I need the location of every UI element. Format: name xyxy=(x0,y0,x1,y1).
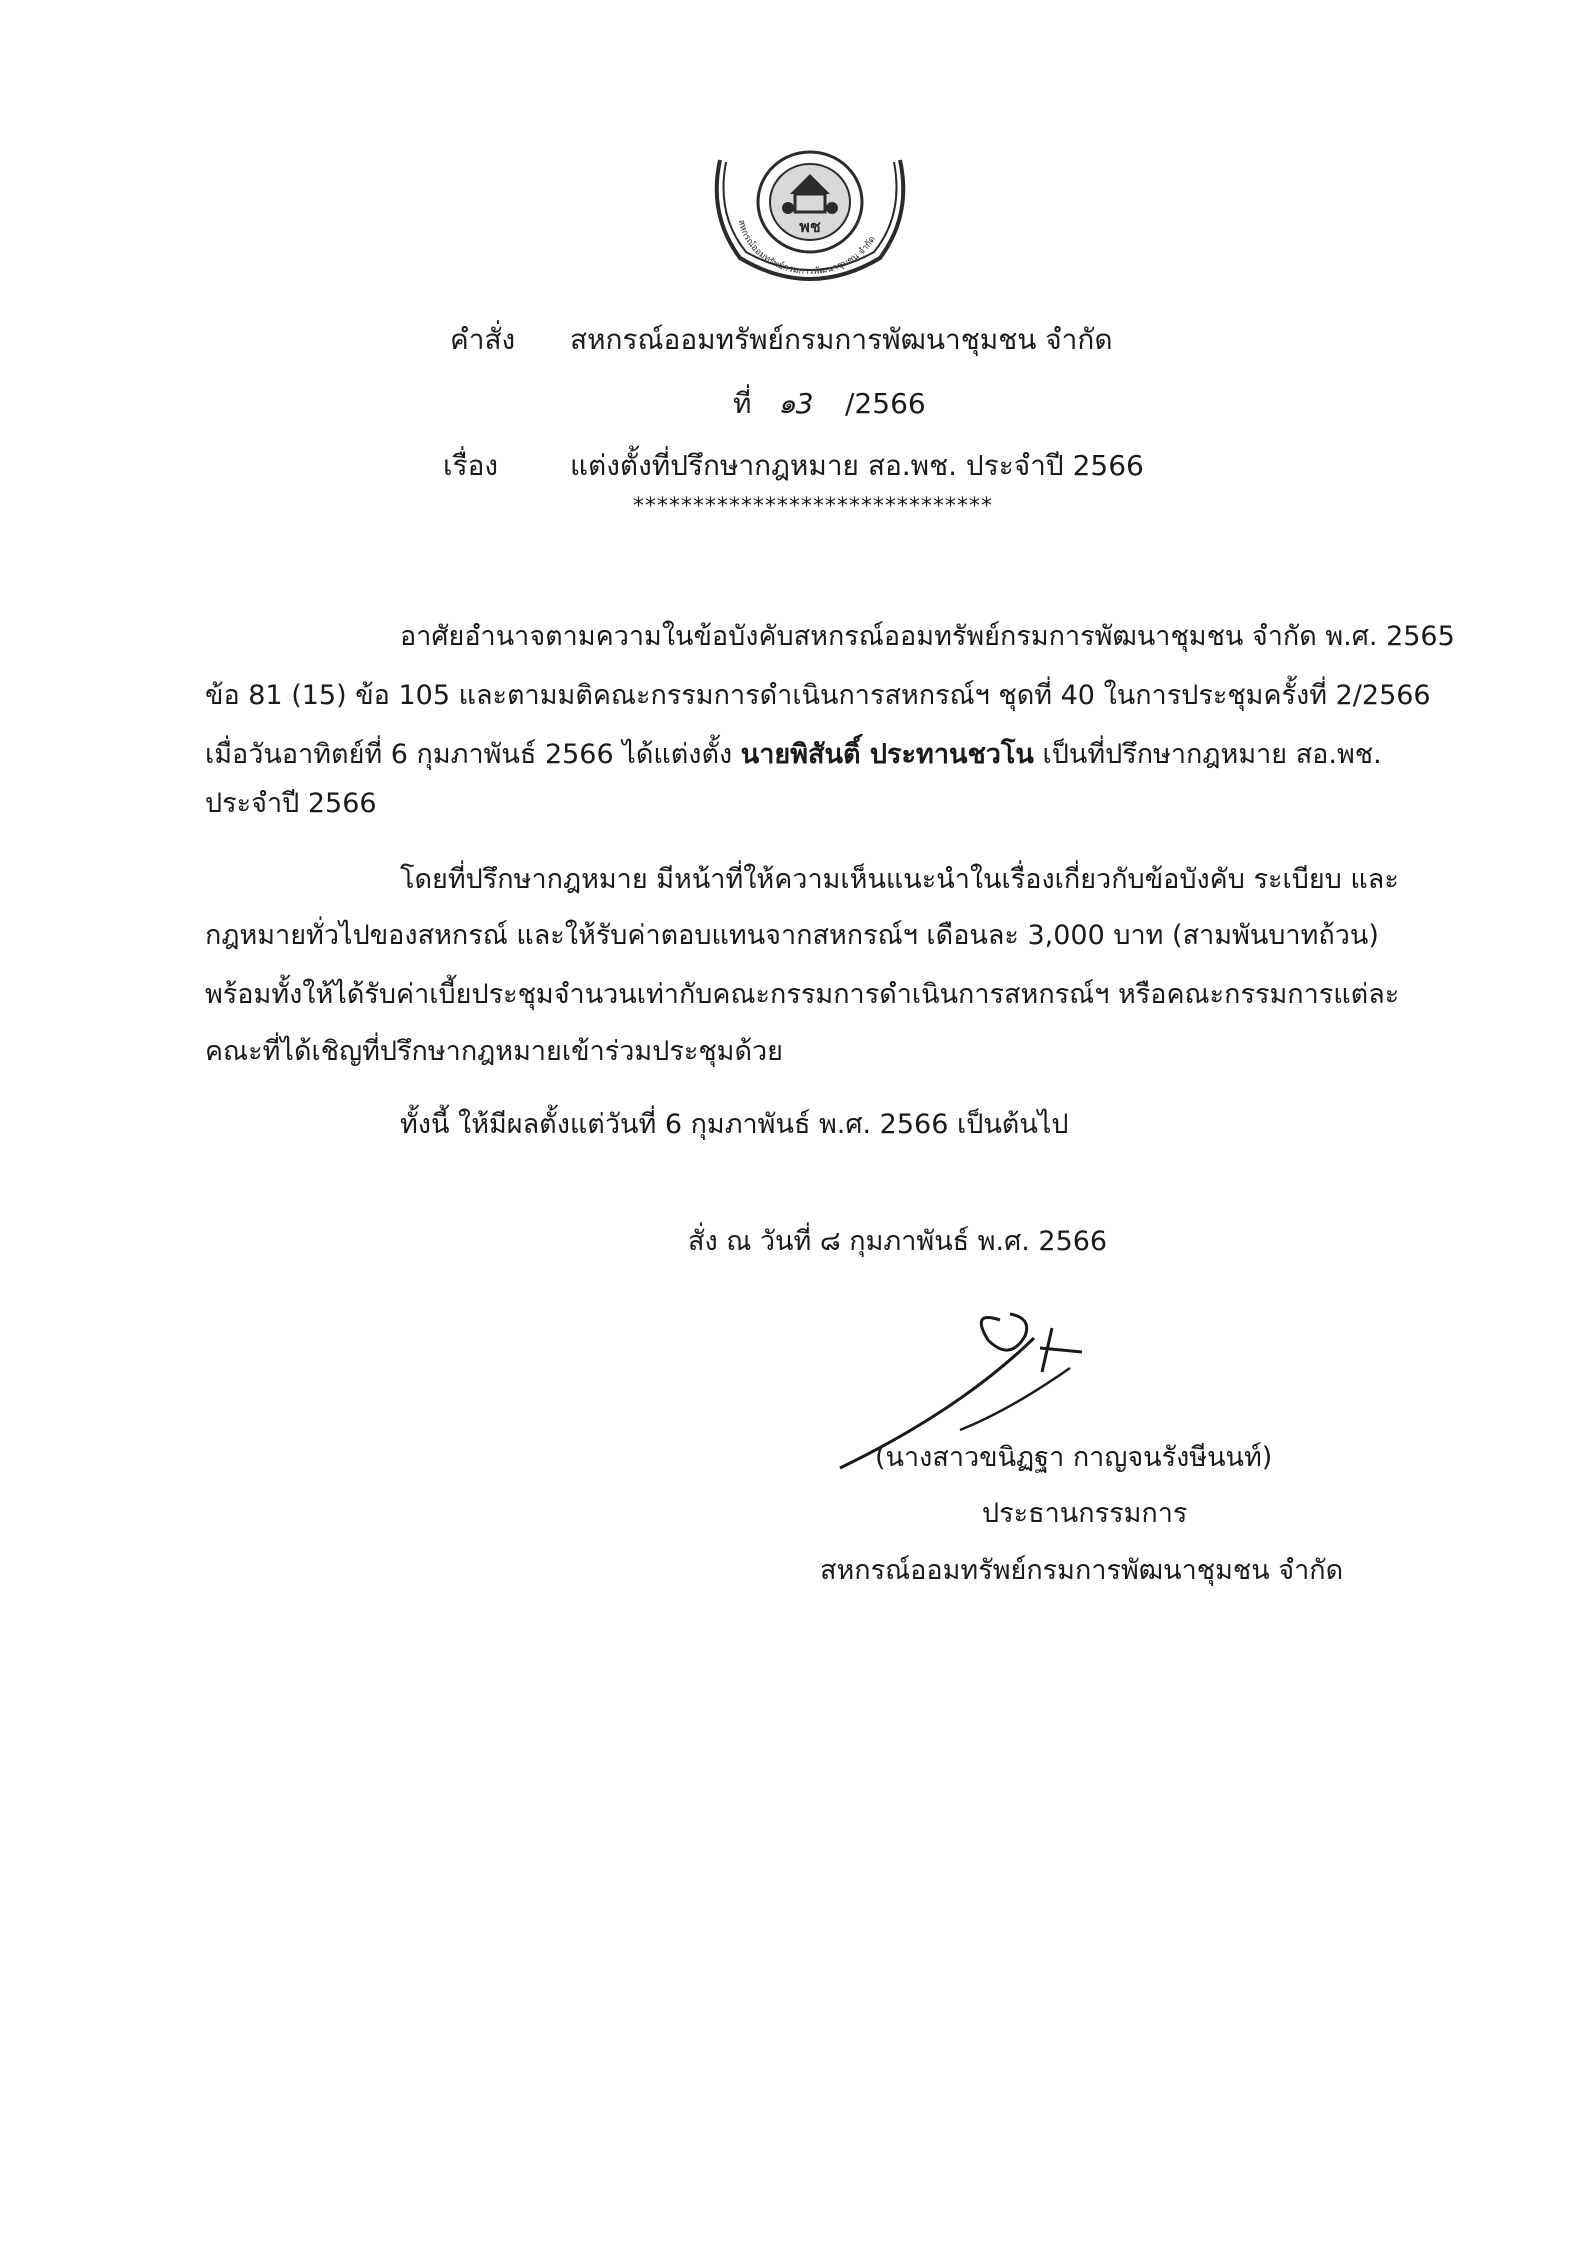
p1-line-1: อาศัยอำนาจตามความในข้อบังคับสหกรณ์ออมทรัพย์กรมการพัฒนาชุมชน จำกัด พ.ศ. 2565 xyxy=(400,621,1455,652)
subject-text: แต่งตั้งที่ปรึกษากฎหมาย สอ.พช. ประจำปี 2566 xyxy=(570,449,1144,482)
signer-name: (นางสาวขนิฏฐา กาญจนรังษีนนท์) xyxy=(875,1442,1273,1473)
number-label: ที่ xyxy=(733,387,752,420)
p1-line-3-end: เป็นที่ปรึกษากฎหมาย สอ.พช. xyxy=(1033,739,1382,770)
signer-position: ประธานกรรมการ xyxy=(982,1498,1188,1529)
number-value: ๑3 xyxy=(778,387,814,420)
cooperative-logo xyxy=(700,140,920,290)
header-separator: ****************************** xyxy=(633,494,993,519)
issued-date: สั่ง ณ วันที่ ๘ กุมภาพันธ์ พ.ศ. 2566 xyxy=(688,1226,1108,1257)
signer-organization: สหกรณ์ออมทรัพย์กรมการพัฒนาชุมชน จำกัด xyxy=(820,1555,1344,1586)
p2-line-2: กฎหมายทั่วไปของสหกรณ์ และให้รับค่าตอบแทนจากสหกรณ์ฯ เดือนละ 3,000 บาท (สามพันบาทถ้วน) xyxy=(205,920,1379,951)
p3-line-1: ทั้งนี้ ให้มีผลตั้งแต่วันที่ 6 กุมภาพันธ์ พ.ศ. 2566 เป็นต้นไป xyxy=(400,1109,1069,1140)
organization-title: สหกรณ์ออมทรัพย์กรมการพัฒนาชุมชน จำกัด xyxy=(570,323,1113,356)
logo-center-mark: พช xyxy=(799,217,821,236)
p2-line-3: พร้อมทั้งให้ได้รับค่าเบี้ยประชุมจำนวนเท่ากับคณะกรรมการดำเนินการสหกรณ์ฯ หรือคณะกรรมการแต่ละ xyxy=(205,979,1400,1010)
subject-label: เรื่อง xyxy=(443,449,499,482)
p1-line-3-start: เมื่อวันอาทิตย์ที่ 6 กุมภาพันธ์ 2566 ได้แต่งตั้ง xyxy=(205,739,741,770)
p1-line-3 xyxy=(205,735,1382,775)
p1-line-2: ข้อ 81 (15) ข้อ 105 และตามมติคณะกรรมการดำเนินการสหกรณ์ฯ ชุดที่ 40 ในการประชุมครั้งที่ 2/2566 xyxy=(205,680,1431,711)
p1-line-4: ประจำปี 2566 xyxy=(205,788,377,819)
order-label: คำสั่ง xyxy=(450,323,516,356)
p2-line-4: คณะที่ได้เชิญที่ปรึกษากฎหมายเข้าร่วมประชุมด้วย xyxy=(205,1036,783,1067)
appointee-name: นายพิสันติ์ ประทานชวโน xyxy=(740,739,1034,770)
p2-line-1: โดยที่ปรึกษากฎหมาย มีหน้าที่ให้ความเห็นแนะนำในเรื่องเกี่ยวกับข้อบังคับ ระเบียบ และ xyxy=(400,864,1399,895)
number-year: /2566 xyxy=(845,387,926,420)
logo-ring-text: สหกรณ์ออมทรัพย์กรมการพัฒนาชุมชน จำกัด xyxy=(735,218,878,278)
